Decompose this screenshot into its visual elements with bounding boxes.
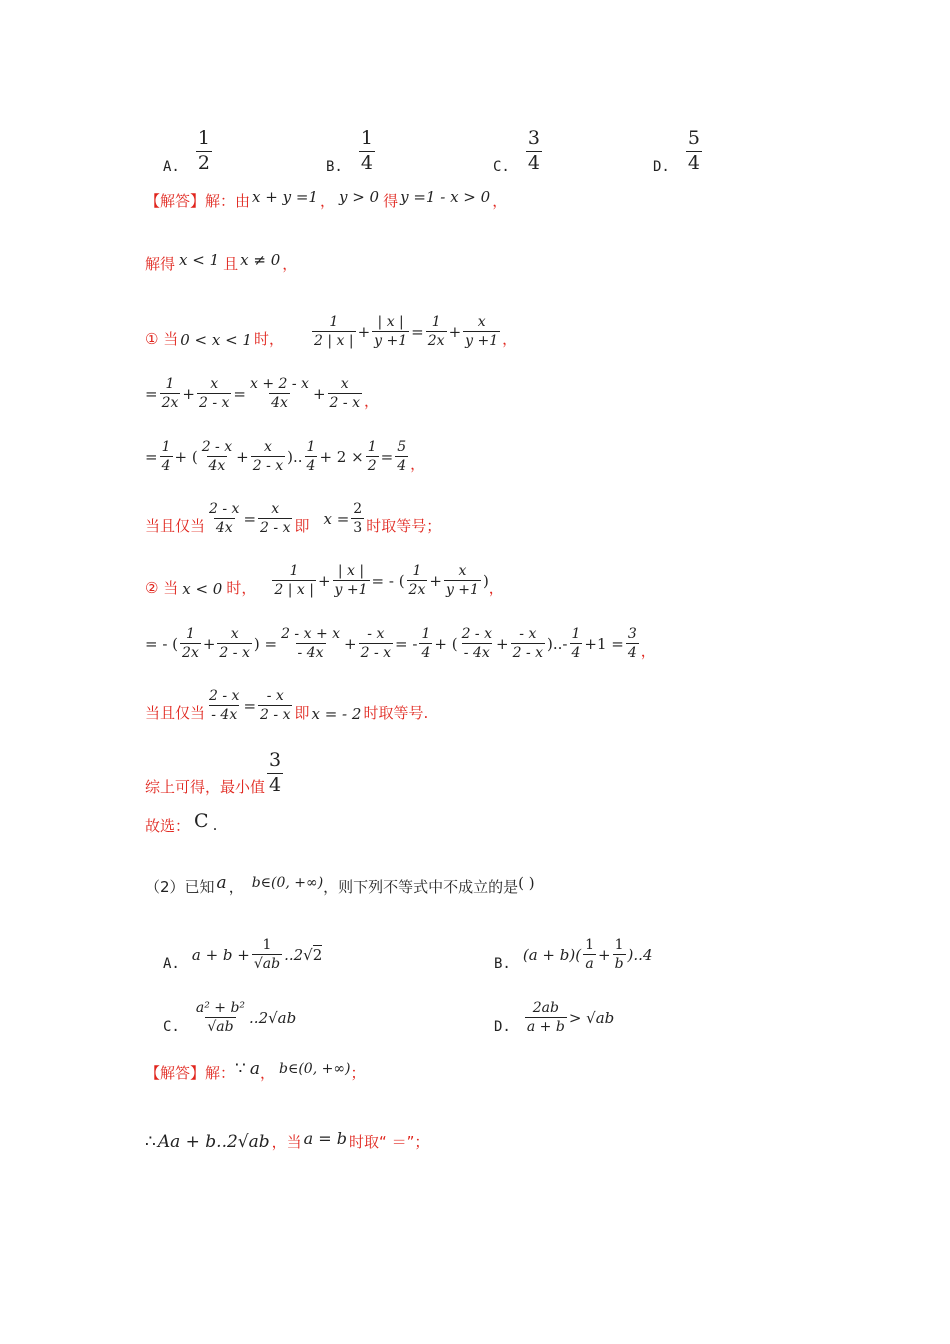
variable: a bbox=[216, 872, 227, 893]
text: 时取等号； bbox=[366, 517, 442, 536]
equation: x ≠ 0 bbox=[240, 250, 281, 269]
operator: = bbox=[145, 447, 158, 466]
variable: a bbox=[249, 1058, 260, 1079]
case2-line: ② 当 x < 0 时， $\frac{1}{2 | x |}$ + $\frac{| x |}{y +1}$ = - ( $\frac{1}{2x}$ + $\frac{x}{y +1}$ ) ， bbox=[145, 563, 504, 599]
fraction: $\frac{x}{2 - x}$ bbox=[219, 626, 250, 662]
text: 时， bbox=[253, 330, 284, 349]
text: 时取“ ＝”； bbox=[349, 1133, 430, 1151]
operator: = bbox=[380, 447, 394, 466]
answer-tag: 【解答】解： bbox=[145, 1064, 236, 1082]
option-label: C. bbox=[493, 158, 510, 175]
text: ， bbox=[640, 642, 656, 661]
number: 4 bbox=[642, 945, 653, 964]
fraction: $\frac{1}{2x}$ bbox=[427, 314, 445, 350]
option-d[interactable] bbox=[653, 128, 704, 175]
question2-stem bbox=[145, 872, 535, 897]
fraction: $\frac{- x}{2 - x}$ bbox=[512, 626, 544, 662]
solution1-line1 bbox=[145, 187, 508, 211]
equation: x < 0 bbox=[182, 580, 223, 599]
operator: = bbox=[411, 322, 424, 341]
text: 解得 bbox=[145, 255, 176, 273]
text: . bbox=[212, 816, 218, 834]
fraction: $\frac{2 - x}{4x}$ bbox=[201, 439, 233, 475]
text: 综上可得，最小值 bbox=[145, 777, 266, 796]
fraction: $\frac{x}{2 - x}$ bbox=[260, 501, 291, 537]
text: ， bbox=[259, 1064, 275, 1082]
equation: y =1 - x > 0 bbox=[400, 187, 491, 206]
text: 即 bbox=[294, 517, 310, 536]
text: ① 当 bbox=[145, 330, 179, 349]
fraction: $\frac{1}{2x}$ bbox=[408, 563, 426, 599]
fraction: $\frac{3}{4}$ bbox=[627, 626, 637, 662]
operator: + bbox=[312, 384, 326, 403]
fraction: $\frac{- x}{2 - x}$ bbox=[260, 688, 291, 724]
fraction: $\frac{1}{2}$ bbox=[367, 439, 377, 475]
fraction: $\frac{\text{a² + b²}}{√ab}$ bbox=[195, 1000, 246, 1036]
fraction: $\frac{1}{2 | x |}$ bbox=[274, 563, 314, 599]
operator: = bbox=[243, 696, 257, 715]
number: 2 bbox=[312, 946, 323, 965]
choose-line bbox=[145, 810, 218, 836]
text: 时取等号. bbox=[363, 704, 429, 723]
equation: x = - 2 bbox=[311, 705, 362, 724]
fraction: $\frac{1}{b}$ bbox=[614, 937, 624, 973]
equation: x + y =1 bbox=[252, 187, 318, 206]
text: 得 bbox=[383, 192, 399, 210]
fraction: $\frac{| x |}{y +1}$ bbox=[334, 563, 368, 599]
fraction: $\frac{1}{2 | x |}$ bbox=[314, 314, 354, 350]
equation: a = b bbox=[303, 1129, 348, 1148]
equation: x = bbox=[323, 509, 350, 528]
operator: + bbox=[429, 571, 442, 590]
fraction: $\frac{2 - x}{- 4x}$ bbox=[461, 626, 493, 662]
text: 当且仅当 bbox=[145, 517, 206, 536]
fraction: $\frac{x}{2 - x}$ bbox=[252, 439, 284, 475]
case2-equality-condition bbox=[145, 688, 428, 723]
operator: + bbox=[357, 322, 371, 341]
operator: + bbox=[448, 322, 462, 341]
therefore-symbol: ∴ bbox=[145, 1131, 156, 1152]
fraction: $\frac{2ab}{a + b}$ bbox=[526, 1000, 565, 1036]
fraction: $\frac{x}{y +1}$ bbox=[445, 563, 479, 599]
option-label: D. bbox=[653, 158, 670, 175]
fraction: $\frac{1}{4}$ bbox=[161, 439, 171, 475]
text: ，当 bbox=[271, 1133, 302, 1151]
q2-option-c[interactable]: C. $\frac{\text{a² + b²}}{√ab}$ ..2√ab bbox=[163, 1000, 297, 1036]
operator: + bbox=[182, 384, 195, 403]
text: 当且仅当 bbox=[145, 704, 206, 723]
operator: = bbox=[233, 384, 246, 403]
text: ， bbox=[228, 878, 244, 896]
answer-blank: ( ) bbox=[518, 873, 535, 892]
fraction: $\frac{2 - x + x}{- 4x}$ bbox=[281, 626, 341, 662]
q2-option-b[interactable]: B. (a + b)( $\frac{1}{a}$ + $\frac{1}{b}$ ).. 4 bbox=[494, 937, 653, 973]
equation: b∈(0, +∞) bbox=[279, 1060, 351, 1077]
text: ， bbox=[488, 579, 504, 598]
answer-tag: 【解答】解： bbox=[145, 192, 236, 210]
fraction: $\frac{2}{3}$ bbox=[353, 501, 363, 537]
equation: b∈(0, +∞) bbox=[251, 874, 324, 891]
fraction: $\frac{1}{√ab}$ bbox=[253, 937, 281, 973]
text: 即 bbox=[294, 704, 310, 723]
text: 时， bbox=[226, 579, 257, 598]
fraction: $\frac{1}{2x}$ bbox=[161, 376, 179, 412]
case2-step1: = - ( $\frac{1}{2x}$ + $\frac{x}{2 - x}$ ) = $\frac{2 - x + x}{- 4x}$ + $\frac{- x}{2 - x}$ = - $\frac{1}{4}$ + ( $\frac{2 - x}{- 4x}$ + $\frac{- x}{2 - x}$ )..- $\frac{1}{4}$ +1 = $\frac{3}{4}$ ， bbox=[145, 626, 656, 662]
option-b[interactable] bbox=[326, 128, 377, 175]
answer-choice: C bbox=[194, 810, 209, 832]
text: （2）已知 bbox=[145, 878, 215, 896]
option-label: D. bbox=[494, 1019, 511, 1036]
solution1-line2 bbox=[145, 250, 298, 274]
summary-line bbox=[145, 750, 285, 797]
text: 且 bbox=[223, 255, 239, 273]
equation: x < 1 bbox=[179, 250, 220, 269]
fraction: $\frac{- x}{2 - x}$ bbox=[360, 626, 392, 662]
fraction: $\frac{1}{4}$ bbox=[571, 626, 581, 662]
option-a[interactable] bbox=[163, 128, 214, 175]
fraction: $\frac{2 - x}{4x}$ bbox=[209, 501, 240, 537]
option-fraction: $\frac{5}{4}$ bbox=[687, 127, 700, 174]
fraction: $\frac{1}{4}$ bbox=[306, 439, 316, 475]
operator: + bbox=[202, 634, 216, 653]
case1-step2: = $\frac{1}{4}$ + ( $\frac{2 - x}{4x}$ + $\frac{x}{2 - x}$ ).. $\frac{1}{4}$ + 2 × $\frac{1}{2}$ = $\frac{5}{4}$ ， bbox=[145, 439, 426, 475]
option-label: A. bbox=[163, 158, 180, 175]
solution2-line2: ∴ Aa + b..2√ab ，当 a = b 时取“ ＝”； bbox=[145, 1129, 430, 1152]
option-c[interactable] bbox=[493, 128, 544, 175]
option-label: A. bbox=[163, 956, 180, 973]
text: ， bbox=[363, 392, 379, 411]
fraction: $\frac{1}{4}$ bbox=[421, 626, 431, 662]
equation: y > 0 bbox=[338, 187, 380, 206]
fraction: $\frac{3}{4}$ bbox=[269, 749, 282, 796]
operator: + bbox=[317, 571, 331, 590]
fraction: $\frac{x}{2 - x}$ bbox=[329, 376, 360, 412]
text: ② 当 bbox=[145, 579, 179, 598]
fraction: $\frac{x}{y +1}$ bbox=[465, 314, 499, 350]
text: ， bbox=[502, 330, 518, 349]
option-label: B. bbox=[326, 158, 343, 175]
because-symbol: ∵ bbox=[235, 1058, 246, 1079]
case1-equality-condition bbox=[145, 501, 441, 536]
operator: = bbox=[145, 384, 158, 403]
option-label: C. bbox=[163, 1019, 180, 1036]
text: 故选： bbox=[145, 816, 191, 835]
text: 由 bbox=[235, 192, 251, 210]
fraction: $\frac{1}{2x}$ bbox=[182, 626, 199, 662]
equation: 0 < x < 1 bbox=[180, 331, 252, 350]
fraction: $\frac{x + 2 - x}{4x}$ bbox=[249, 376, 309, 412]
operator: = bbox=[243, 509, 257, 528]
q2-option-a[interactable]: A. a + b + $\frac{1}{√ab}$ ..2√ 2 bbox=[163, 937, 323, 973]
fraction: $\frac{1}{a}$ bbox=[585, 937, 594, 973]
option-fraction: $\frac{3}{4}$ bbox=[527, 127, 540, 174]
text: ，则下列不等式中不成立的是 bbox=[323, 878, 519, 896]
fraction: $\frac{5}{4}$ bbox=[397, 439, 407, 475]
text: ， bbox=[492, 192, 508, 210]
case1-step1 bbox=[145, 376, 379, 411]
operator: + bbox=[344, 634, 357, 653]
option-label: B. bbox=[494, 956, 511, 973]
fraction: $\frac{x}{2 - x}$ bbox=[198, 376, 230, 412]
operator: + bbox=[236, 447, 249, 466]
text: ， bbox=[319, 192, 335, 210]
fraction: $\frac{| x |}{y +1}$ bbox=[374, 314, 408, 350]
text: ， bbox=[282, 255, 298, 273]
q2-option-d[interactable]: D. $\frac{2ab}{a + b}$ > √ab bbox=[494, 1000, 615, 1036]
fraction: $\frac{2 - x}{- 4x}$ bbox=[209, 688, 240, 724]
text: ， bbox=[410, 455, 426, 474]
option-fraction: $\frac{1}{4}$ bbox=[360, 127, 373, 174]
case1-line bbox=[145, 314, 517, 349]
solution2-line1 bbox=[145, 1058, 366, 1083]
option-fraction: $\frac{1}{2}$ bbox=[197, 127, 210, 174]
operator: + bbox=[496, 634, 509, 653]
text: ； bbox=[350, 1064, 366, 1082]
